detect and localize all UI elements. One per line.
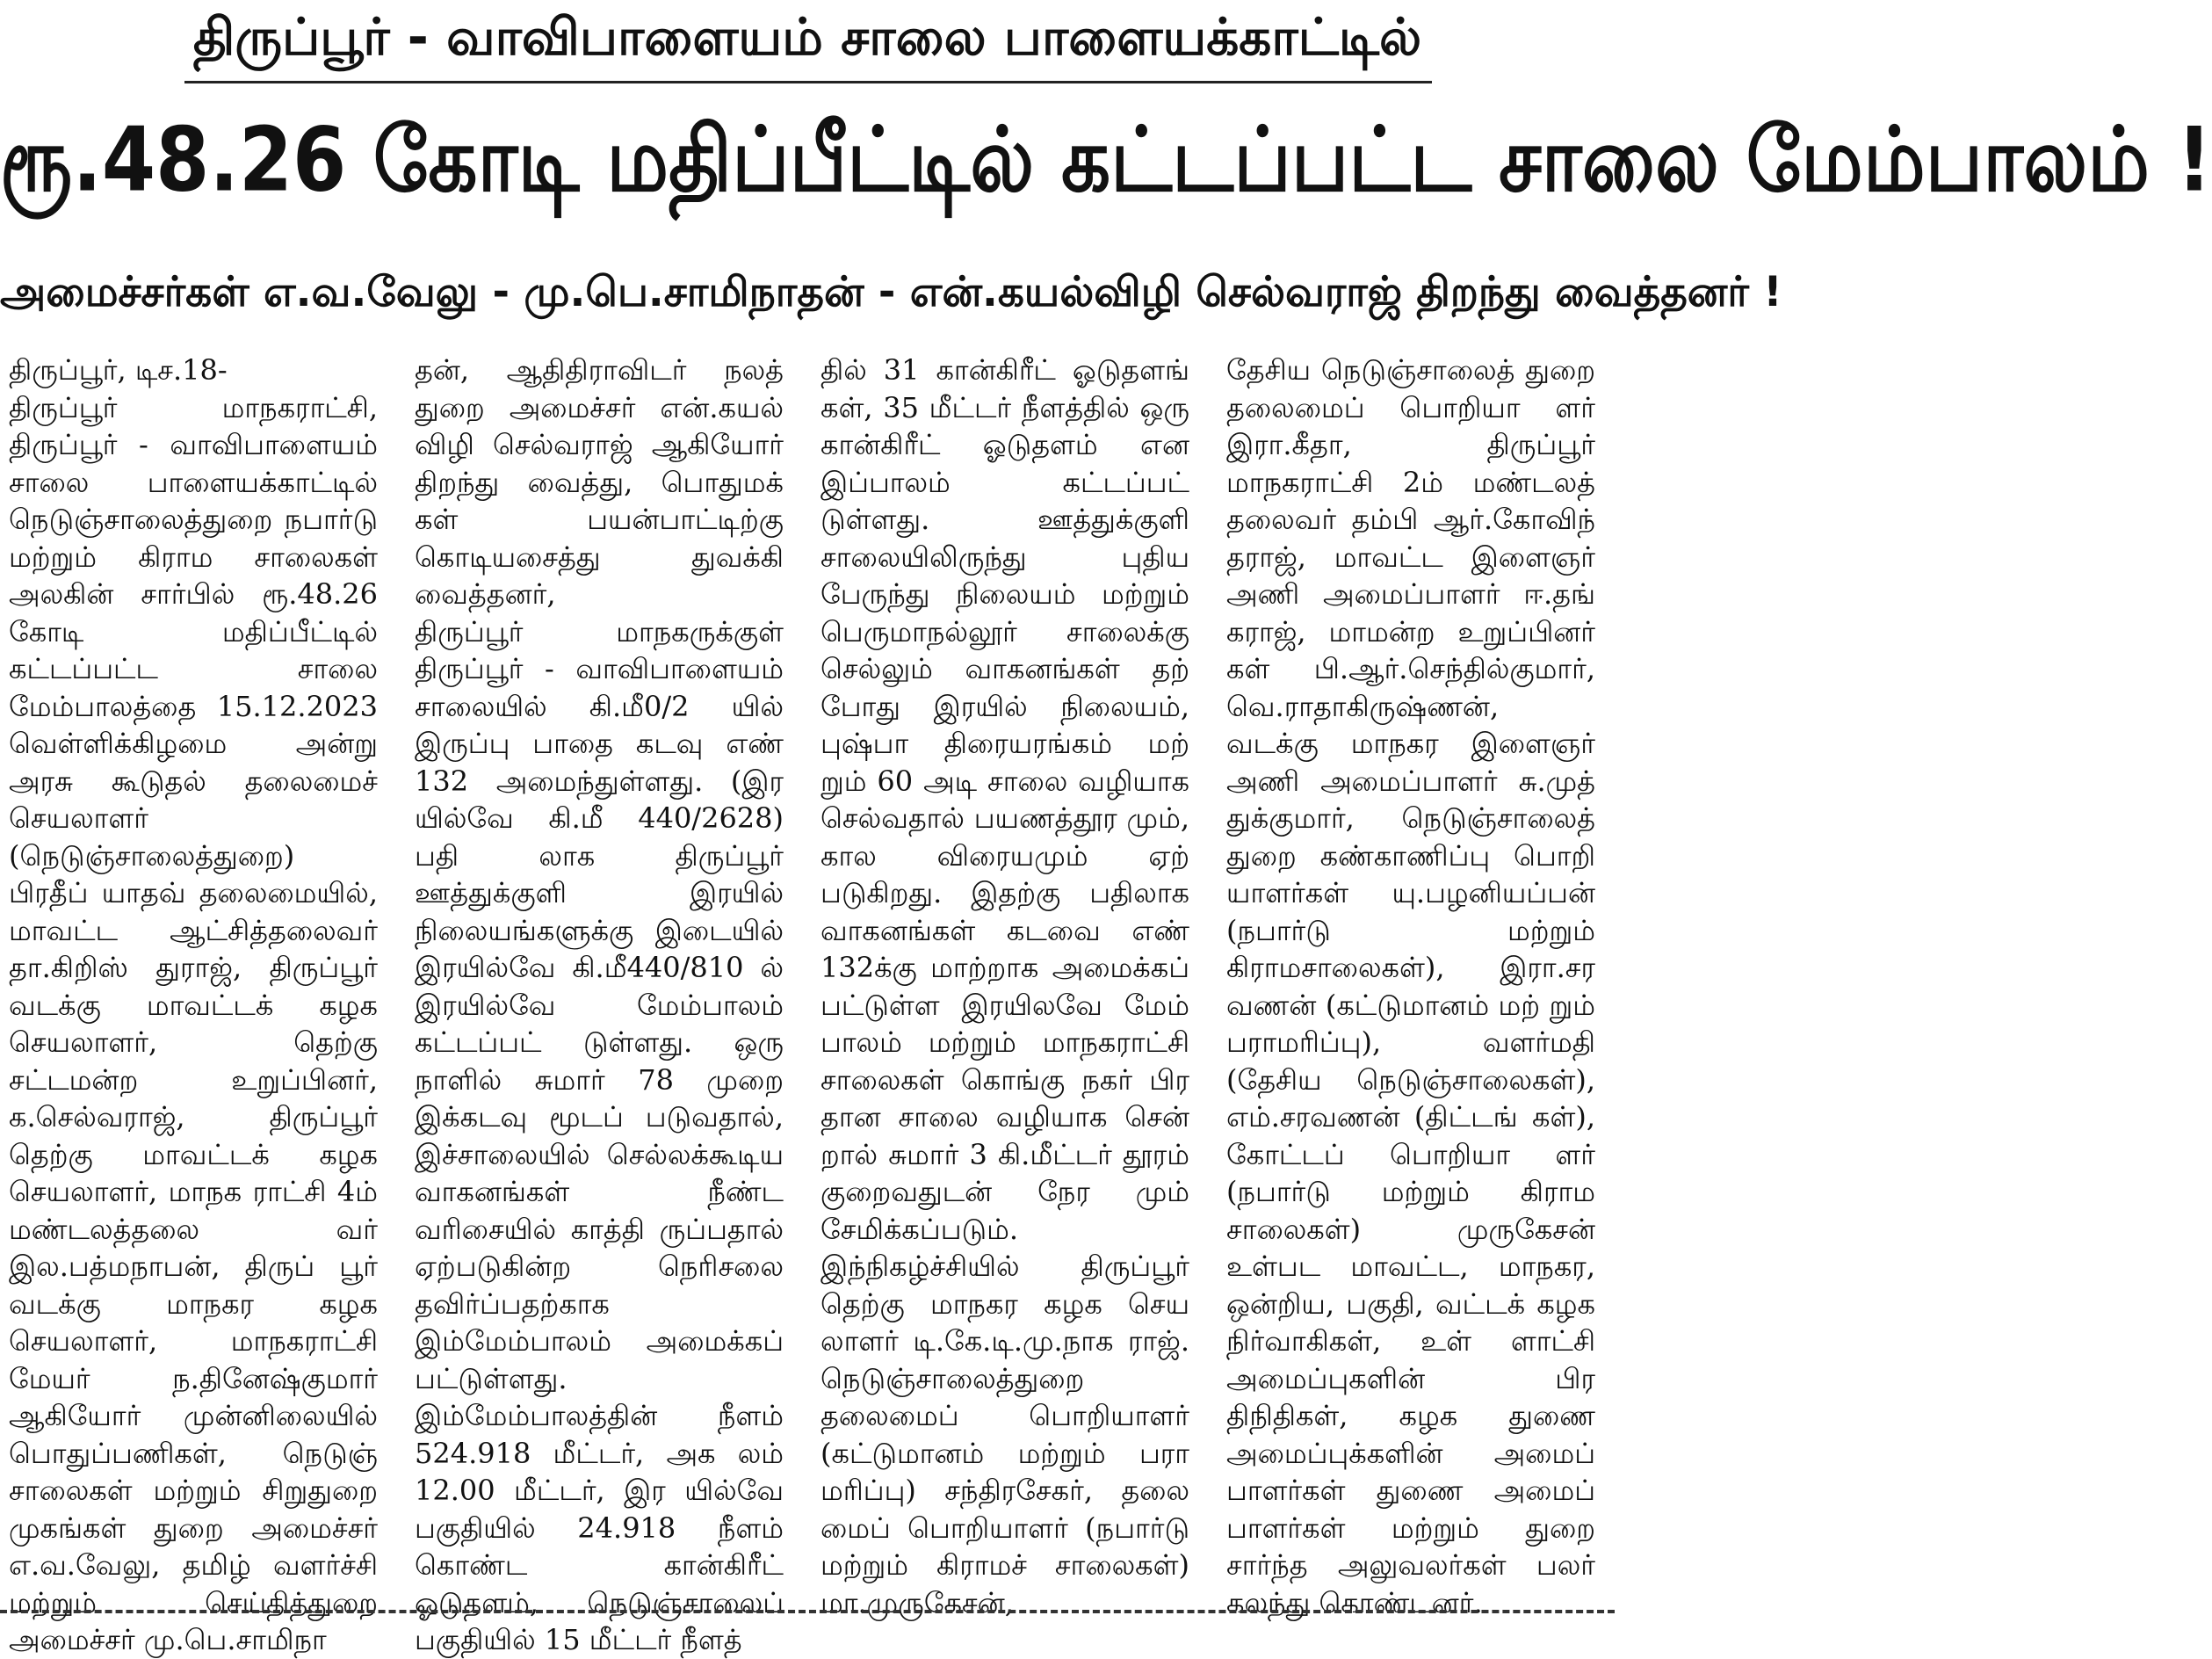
article-column-1 — [9, 351, 378, 1656]
column-text: திருப்பூர், டிச.18- திருப்பூர் மாநகராட்சி, திருப்பூர் - வாவிபாளையம் சாலை பாளையக்காட்டில் நெடுஞ்சாலைத்துறை நபார்டு மற்றும் கிராம சாலைகள் அலகின் சார்பில் ரூ.48.26 கோடி மதிப்பீட்டில் கட்டப்பட்ட சாலை மேம்பாலத்தை 15.12.2023 வெள்ளிக்கிழமை அன்று அரசு கூடுதல் தலைமைச் செயலாளர் (நெடுஞ்சாலைத்துறை) பிரதீப் யாதவ் தலைமையில், மாவட்ட ஆட்சித்தலைவர் தா.கிறிஸ் துராஜ், திருப்பூர் வடக்கு மாவட்டக் கழக செயலாளர், தெற்கு சட்டமன்ற உறுப்பினர், க.செல்வராஜ், திருப்பூர் தெற்கு மாவட்டக் கழக செயலாளர், மாநக ராட்சி 4ம் மண்டலத்தலை வர் இல.பத்மநாபன், திருப் பூர் வடக்கு மாநகர கழக செயலாளர், மாநகராட்சி மேயர் ந.தினேஷ்குமார் ஆகியோர் முன்னிலையில் பொதுப்பணிகள், நெடுஞ் சாலைகள் மற்றும் சிறுதுறை முகங்கள் துறை அமைச்சர் எ.வ.வேலு, தமிழ் வளர்ச்சி மற்றும் செய்தித்துறை அமைச்சர் மு.பெ.சாமிநா — [9, 353, 378, 1656]
column-text: தன், ஆதிதிராவிடர் நலத் துறை அமைச்சர் என்.கயல் விழி செல்வராஜ் ஆகியோர் திறந்து வைத்து, பொதுமக் கள் பயன்பாட்டிற்கு கொடியசைத்து துவக்கி வைத்தனர், திருப்பூர் மாநகருக்குள் திருப்பூர் - வாவிபாளையம் சாலையில் கி.மீ0/2 யில் இருப்பு பாதை கடவு எண் 132 அமைந்துள்ளது. (இர யில்வே கி.மீ 440/2628) பதி லாக திருப்பூர் ஊத்துக்குளி இரயில் நிலையங்களுக்கு இடையில் இரயில்வே கி.மீ440/810 ல் இரயில்வே மேம்பாலம் கட்டப்பட் டுள்ளது. ஒரு நாளில் சுமார் 78 முறை இக்கடவு மூடப் படுவதால், இச்சாலையில் செல்லக்கூடிய வாகனங்கள் நீண்ட வரிசையில் காத்தி ருப்பதால் ஏற்படுகின்ற நெரிசலை தவிர்ப்பதற்காக இம்மேம்பாலம் அமைக்கப் பட்டுள்ளது. இம்மேம்பாலத்தின் நீளம் 524.918 மீட்டர், அக லம் 12.00 மீட்டர், இர யில்வே பகுதியில் 24.918 நீளம் கொண்ட கான்கிரீட் ஓடுதளம், நெடுஞ்சாலைப் பகுதியில் 15 மீட்டர் நீளத் — [415, 353, 784, 1656]
sub-headline: அமைச்சர்கள் எ.வ.வேலு - மு.பெ.சாமிநாதன் - என்.கயல்விழி செல்வராஜ் திறந்து வைத்தனர் ! — [0, 268, 1782, 316]
column-text: தில் 31 கான்கிரீட் ஓடுதளங் கள், 35 மீட்டர் நீளத்தில் ஒரு கான்கிரீட் ஓடுதளம் என இப்பாலம் கட்டப்பட் டுள்ளது. ஊத்துக்குளி சாலையிலிருந்து புதிய பேருந்து நிலையம் மற்றும் பெருமாநல்லூர் சாலைக்கு செல்லும் வாகனங்கள் தற் போது இரயில் நிலையம், புஷ்பா திரையரங்கம் மற் றும் 60 அடி சாலை வழியாக செல்வதால் பயணத்தூர மும், கால விரையமும் ஏற் படுகிறது. இதற்கு பதிலாக வாகனங்கள் கடவை எண் 132க்கு மாற்றாக அமைக்கப் பட்டுள்ள இரயிலவே மேம் பாலம் மற்றும் மாநகராட்சி சாலைகள் கொங்கு நகர் பிர தான சாலை வழியாக சென் றால் சுமார் 3 கி.மீட்டர் தூரம் குறைவதுடன் நேர மும் சேமிக்கப்படும். இந்நிகழ்ச்சியில் திருப்பூர் தெற்கு மாநகர கழக செய லாளர் டி.கே.டி.மு.நாக ராஜ். நெடுஞ்சாலைத்துறை தலைமைப் பொறியாளர் (கட்டுமானம் மற்றும் பரா மரிப்பு) சந்திரசேகர், தலை மைப் பொறியாளர் (நபார்டு மற்றும் கிராமச் சாலைகள்) மா.முருகேசன், — [820, 353, 1189, 1619]
main-headline: ரூ.48.26 கோடி மதிப்பீட்டில் கட்டப்பட்ட சாலை மேம்பாலம் ! — [0, 107, 2212, 212]
kicker-headline: திருப்பூர் - வாவிபாளையம் சாலை பாளையக்காட்டில் — [192, 7, 1422, 67]
article-body — [9, 351, 1608, 1656]
article-column-3 — [820, 351, 1189, 1619]
article-column-4 — [1226, 351, 1595, 1619]
kicker-underline — [184, 81, 1432, 83]
dashed-cut-line — [0, 1610, 1615, 1613]
column-text: தேசிய நெடுஞ்சாலைத் துறை தலைமைப் பொறியா ளர் இரா.கீதா, திருப்பூர் மாநகராட்சி 2ம் மண்டலத் தலைவர் தம்பி ஆர்.கோவிந் தராஜ், மாவட்ட இளைஞர் அணி அமைப்பாளர் ஈ.தங் கராஜ், மாமன்ற உறுப்பினர் கள் பி.ஆர்.செந்தில்குமார், வெ.ராதாகிருஷ்ணன், வடக்கு மாநகர இளைஞர் அணி அமைப்பாளர் சு.முத் துக்குமார், நெடுஞ்சாலைத் துறை கண்காணிப்பு பொறி யாளர்கள் யு.பழனியப்பன் (நபார்டு மற்றும் கிராமசாலைகள்), இரா.சர வணன் (கட்டுமானம் மற் றும் பராமரிப்பு), வளர்மதி (தேசிய நெடுஞ்சாலைகள்), எம்.சரவணன் (திட்டங் கள்), கோட்டப் பொறியா ளர் (நபார்டு மற்றும் கிராம சாலைகள்) முருகேசன் உள்பட மாவட்ட, மாநகர, ஒன்றிய, பகுதி, வட்டக் கழக நிர்வாகிகள், உள் ளாட்சி அமைப்புகளின் பிர திநிதிகள், கழக துணை அமைப்புக்களின் அமைப் பாளர்கள் துணை அமைப் பாளர்கள் மற்றும் துறை சார்ந்த அலுவலர்கள் பலர் கலந்து கொண்டனர். — [1226, 353, 1595, 1619]
article-column-2 — [415, 351, 784, 1656]
